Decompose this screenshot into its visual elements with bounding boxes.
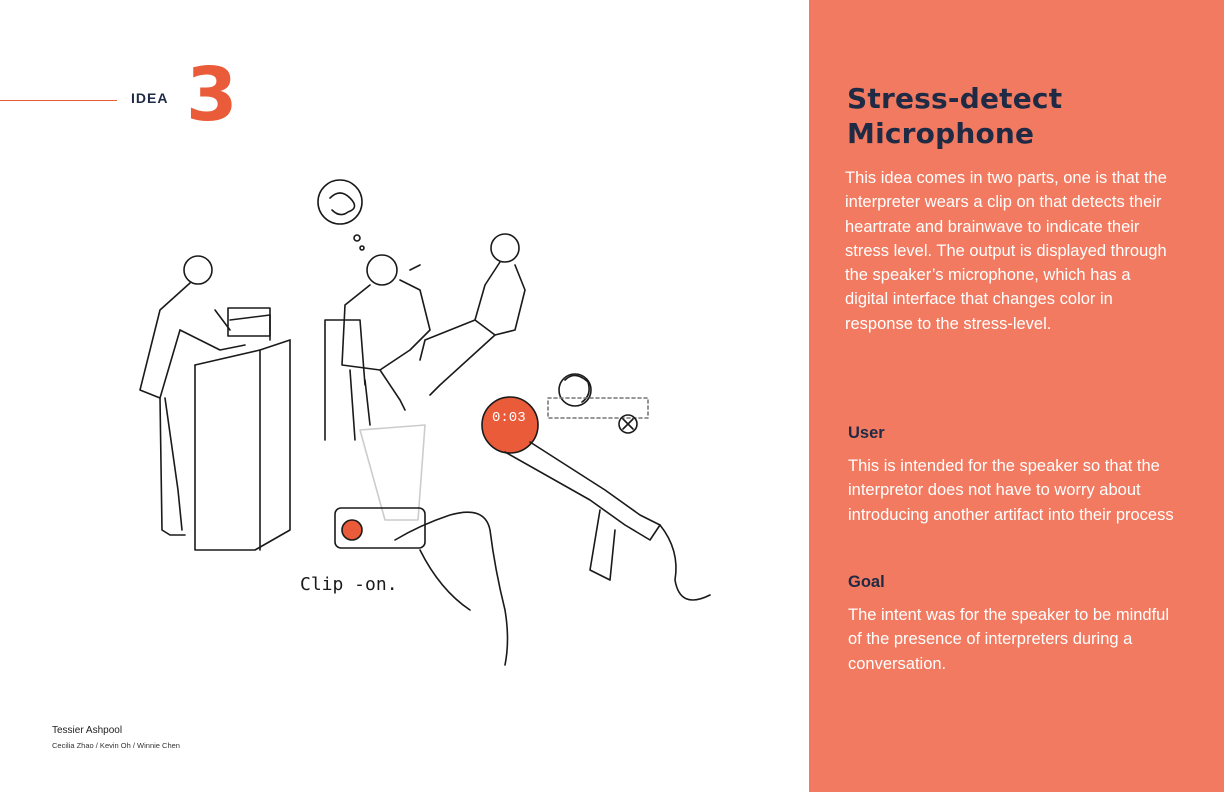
footer-team: Tessier Ashpool [52,725,123,736]
user-heading: User [848,424,885,442]
user-text: This is intended for the speaker so that the interpretor does not have to worry about introducing another artifact into their process [848,457,1174,524]
idea-description: This idea comes in two parts, one is that the interpreter wears a clip on that detects their heartrate and brainwave to indicate their stress level. The output is displayed through the speaker’s microphone, which has a digital interface that changes color in response to the stress-level. [845,169,1167,333]
listener [420,234,525,395]
idea-rule [0,100,117,101]
seated-interpreter [318,180,430,440]
goal-text: The intent was for the speaker to be mindful of the presence of interpreters during a conversation. [848,606,1170,673]
footer-authors: Cecilia Zhao / Kevin Oh / Winnie Chen [52,741,180,750]
concept-illustration [120,170,740,680]
goal-heading: Goal [848,573,885,591]
idea-number: 3 [186,52,238,138]
idea-title: Stress-detect Microphone [847,82,1063,150]
clip-label: Clip -on. [300,574,398,595]
clip-sketch [335,425,508,665]
microphone-sketch [482,374,710,600]
idea-label: IDEA [131,90,169,106]
speaker-at-podium [140,256,290,550]
mic-display-text: 0:03 [492,410,526,426]
